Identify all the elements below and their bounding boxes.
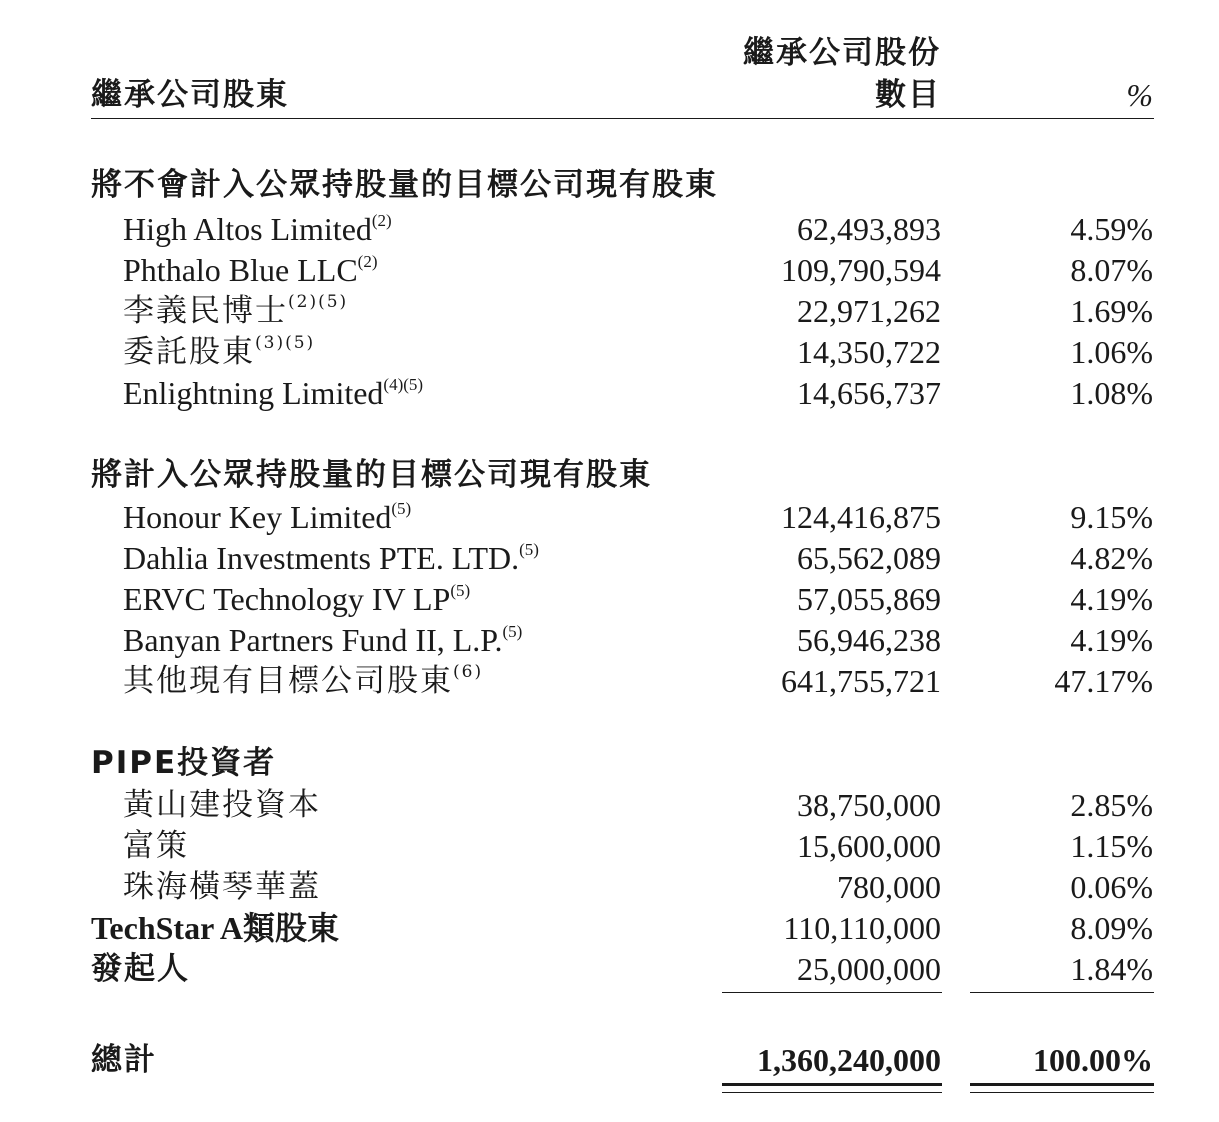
share-count: 62,493,893 <box>797 211 941 247</box>
section-title-pipe-investors: PIPE投資者 <box>91 745 277 781</box>
share-percent: 2.85% <box>1070 787 1153 823</box>
table-row <box>0 579 1219 620</box>
table-row <box>0 497 1219 538</box>
shareholder-name: 其他現有目標公司股東$^{(6)}$ <box>123 662 484 699</box>
share-percent: 4.82% <box>1070 540 1153 576</box>
shareholder-name: 黃山建投資本 <box>123 787 321 823</box>
share-count: 15,600,000 <box>797 828 941 864</box>
table-row <box>0 785 1219 826</box>
section-title-public-float: 將計入公眾持股量的目標公司現有股東 <box>91 457 652 493</box>
table-row <box>0 291 1219 332</box>
share-count: 38,750,000 <box>797 787 941 823</box>
table-row <box>0 373 1219 414</box>
share-percent: 1.84% <box>1070 951 1153 987</box>
share-count: 109,790,594 <box>781 252 941 288</box>
table-row <box>0 661 1219 702</box>
total-row <box>0 1040 1219 1081</box>
share-count: 110,110,000 <box>783 910 941 946</box>
shareholder-name: 李義民博士$^{(2)(5)}$ <box>123 292 349 329</box>
share-percent: 47.17% <box>1054 663 1153 699</box>
total-double-rule-percent-bottom <box>970 1092 1154 1093</box>
total-share-count: 1,360,240,000 <box>757 1042 941 1078</box>
share-percent: 4.19% <box>1070 581 1153 617</box>
shareholder-name: 委託股東$^{(3)(5)}$ <box>123 333 316 370</box>
share-percent: 4.19% <box>1070 622 1153 658</box>
shareholder-name: 發起人 <box>91 951 190 987</box>
table-row <box>0 332 1219 373</box>
shareholder-name: TechStar A類股東 <box>91 910 340 946</box>
table-row <box>0 209 1219 250</box>
share-count: 641,755,721 <box>781 663 941 699</box>
shareholder-name: Honour Key Limited$^{(5)}$ <box>123 499 412 535</box>
share-percent: 1.69% <box>1070 293 1153 329</box>
shareholder-name: 富策 <box>123 828 189 864</box>
total-double-rule-shares-bottom <box>722 1092 942 1093</box>
header-shareholder-column: 繼承公司股東 <box>91 77 289 113</box>
share-count: 25,000,000 <box>797 951 941 987</box>
share-percent: 1.08% <box>1070 375 1153 411</box>
shareholder-name: Banyan Partners Fund II, L.P.$^{(5)}$ <box>123 622 523 658</box>
share-count: 780,000 <box>837 869 941 905</box>
shareholder-name: 珠海橫琴華蓋 <box>123 869 321 905</box>
total-double-rule-percent-top <box>970 1083 1154 1086</box>
share-count: 14,350,722 <box>797 334 941 370</box>
shareholder-name: Enlightning Limited$^{(4)(5)}$ <box>123 375 424 411</box>
total-share-percent: 100.00% <box>1033 1042 1153 1078</box>
total-double-rule-shares-top <box>722 1083 942 1086</box>
subtotal-rule-percent <box>970 992 1154 993</box>
share-percent: 0.06% <box>1070 869 1153 905</box>
header-rule <box>91 118 1154 119</box>
share-count: 65,562,089 <box>797 540 941 576</box>
table-row <box>0 250 1219 291</box>
table-row <box>0 826 1219 867</box>
total-label: 總計 <box>91 1042 157 1078</box>
share-percent: 1.15% <box>1070 828 1153 864</box>
section-title-non-public-float: 將不會計入公眾持股量的目標公司現有股東 <box>91 167 718 203</box>
share-percent: 9.15% <box>1070 499 1153 535</box>
table-row <box>0 620 1219 661</box>
share-percent: 1.06% <box>1070 334 1153 370</box>
share-count: 124,416,875 <box>781 499 941 535</box>
shareholder-name: Phthalo Blue LLC$^{(2)}$ <box>123 252 378 288</box>
share-percent: 8.07% <box>1070 252 1153 288</box>
header-percent-column: % <box>1126 77 1153 113</box>
share-count: 56,946,238 <box>797 622 941 658</box>
share-percent: 8.09% <box>1070 910 1153 946</box>
shareholder-name: Dahlia Investments PTE. LTD.$^{(5)}$ <box>123 540 539 576</box>
share-percent: 4.59% <box>1070 211 1153 247</box>
share-count: 22,971,262 <box>797 293 941 329</box>
share-count: 14,656,737 <box>797 375 941 411</box>
table-row <box>0 867 1219 908</box>
header-shares-column-line2: 數目 <box>875 77 941 113</box>
share-count: 57,055,869 <box>797 581 941 617</box>
shareholder-name: High Altos Limited$^{(2)}$ <box>123 211 392 247</box>
table-row-techstar <box>0 908 1219 949</box>
shareholder-name: ERVC Technology IV LP$^{(5)}$ <box>123 581 471 617</box>
subtotal-rule-shares <box>722 992 942 993</box>
table-row <box>0 538 1219 579</box>
table-row-sponsor <box>0 949 1219 990</box>
header-shares-column-line1: 繼承公司股份 <box>743 35 941 71</box>
